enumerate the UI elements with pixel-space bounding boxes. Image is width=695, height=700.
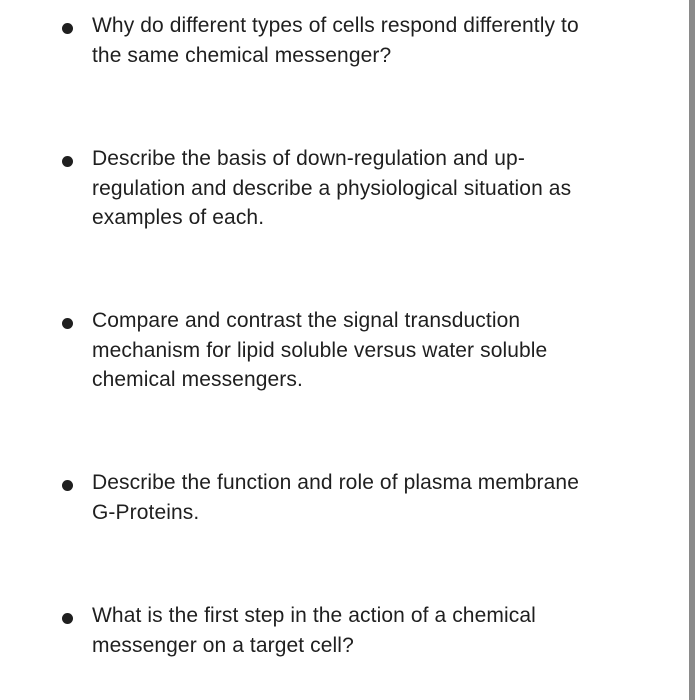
question-text: Describe the basis of down-regulation and up- regulation and describe a physiological situation as examples of each. xyxy=(92,147,572,229)
question-text: Why do different types of cells respond differently to the same chemical messenger? xyxy=(92,14,579,67)
bullet-icon xyxy=(62,23,73,34)
scrollbar[interactable] xyxy=(689,0,695,700)
bullet-icon xyxy=(62,318,73,329)
bullet-icon xyxy=(62,156,73,167)
bullet-icon xyxy=(62,613,73,624)
question-text: What is the first step in the action of a chemical messenger on a target cell? xyxy=(92,604,536,657)
question-text: Describe the function and role of plasma membrane G-Proteins. xyxy=(92,471,579,524)
question-text: Compare and contrast the signal transduction mechanism for lipid soluble versus water soluble chemical messengers. xyxy=(92,309,548,391)
bullet-icon xyxy=(62,480,73,491)
